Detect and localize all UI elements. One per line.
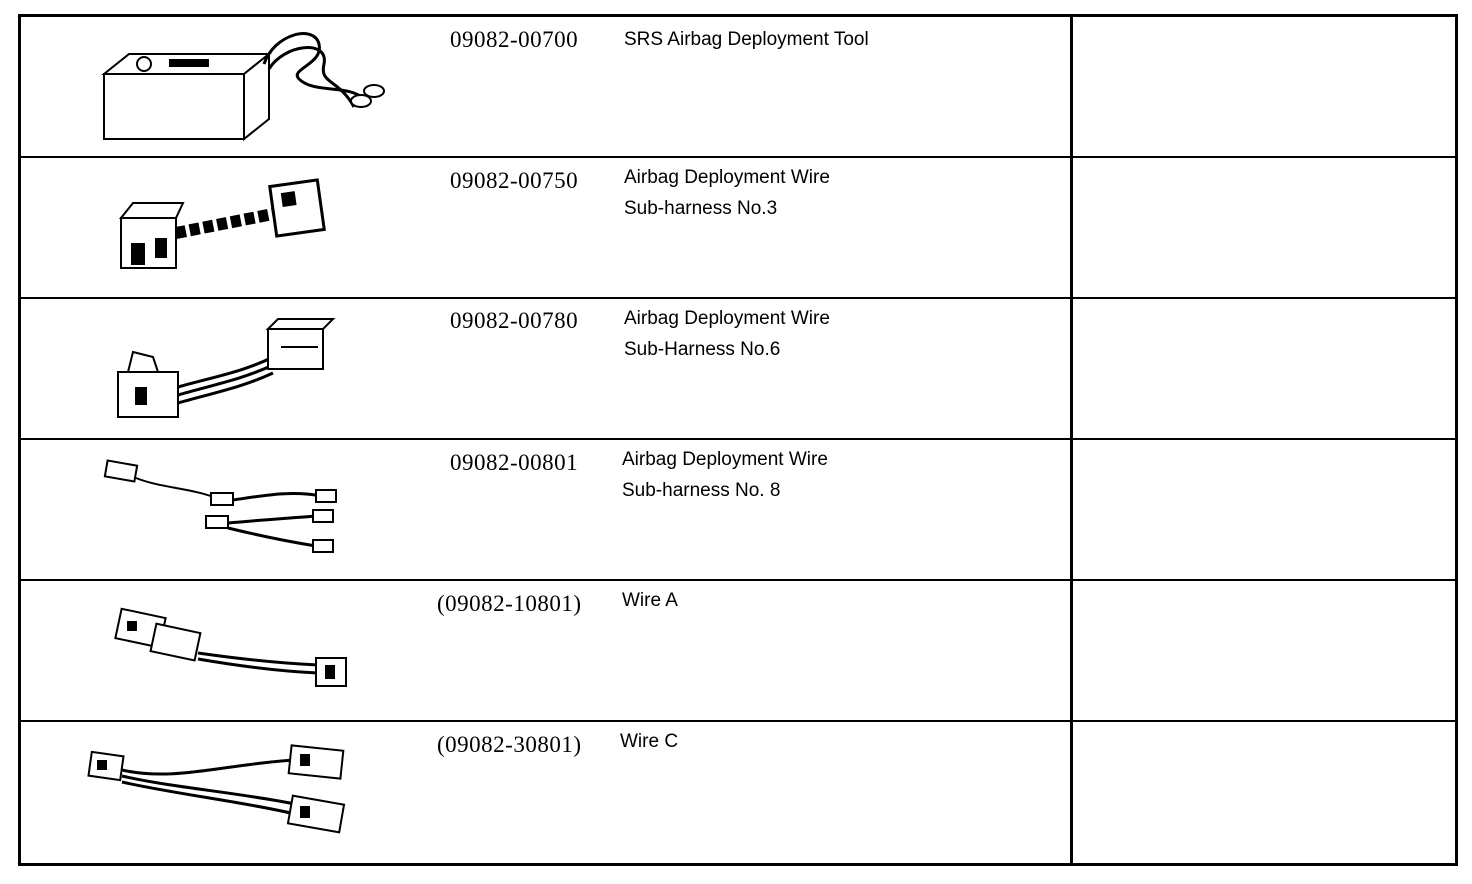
- tool-description: [620, 726, 678, 757]
- description-line: Airbag Deployment Wire: [624, 167, 830, 188]
- part-number: (09082-10801): [437, 591, 582, 616]
- sub-harness-no3-icon: [113, 173, 343, 283]
- note-cell: [1073, 722, 1455, 860]
- note-cell: [1073, 440, 1455, 578]
- description-line: Sub-harness No. 8: [622, 480, 781, 501]
- airbag-deployment-tool-icon: [99, 29, 389, 149]
- tool-description: [622, 444, 828, 506]
- sub-harness-no8-icon: [101, 458, 351, 558]
- description-line: Airbag Deployment Wire: [622, 449, 828, 470]
- description-line: Sub-harness No.3: [624, 198, 778, 219]
- description-line: Wire A: [622, 590, 678, 611]
- tool-description: [624, 24, 869, 55]
- part-number: 09082-00780: [450, 308, 579, 333]
- table-row: [21, 158, 1070, 296]
- sub-harness-no6-icon: [113, 317, 343, 427]
- table-row: [21, 17, 1070, 155]
- tool-description: [622, 585, 678, 616]
- part-number: (09082-30801): [437, 732, 582, 757]
- description-line: Sub-Harness No.6: [624, 339, 781, 360]
- note-cell: [1073, 299, 1455, 437]
- table-row: [21, 581, 1070, 719]
- wire-c-icon: [85, 742, 355, 842]
- table-row: [21, 299, 1070, 437]
- table-row: [21, 440, 1070, 578]
- note-cell: [1073, 581, 1455, 719]
- tool-description: [624, 162, 830, 224]
- description-line: Airbag Deployment Wire: [624, 308, 830, 329]
- tool-description: [624, 303, 830, 365]
- note-cell: [1073, 158, 1455, 296]
- part-number: 09082-00700: [450, 27, 579, 52]
- table-row: [21, 722, 1070, 863]
- part-number: 09082-00801: [450, 450, 579, 475]
- description-line: SRS Airbag Deployment Tool: [624, 29, 869, 50]
- part-number: 09082-00750: [450, 168, 579, 193]
- wire-a-icon: [113, 603, 363, 703]
- description-line: Wire C: [620, 731, 679, 752]
- note-cell: [1073, 17, 1455, 155]
